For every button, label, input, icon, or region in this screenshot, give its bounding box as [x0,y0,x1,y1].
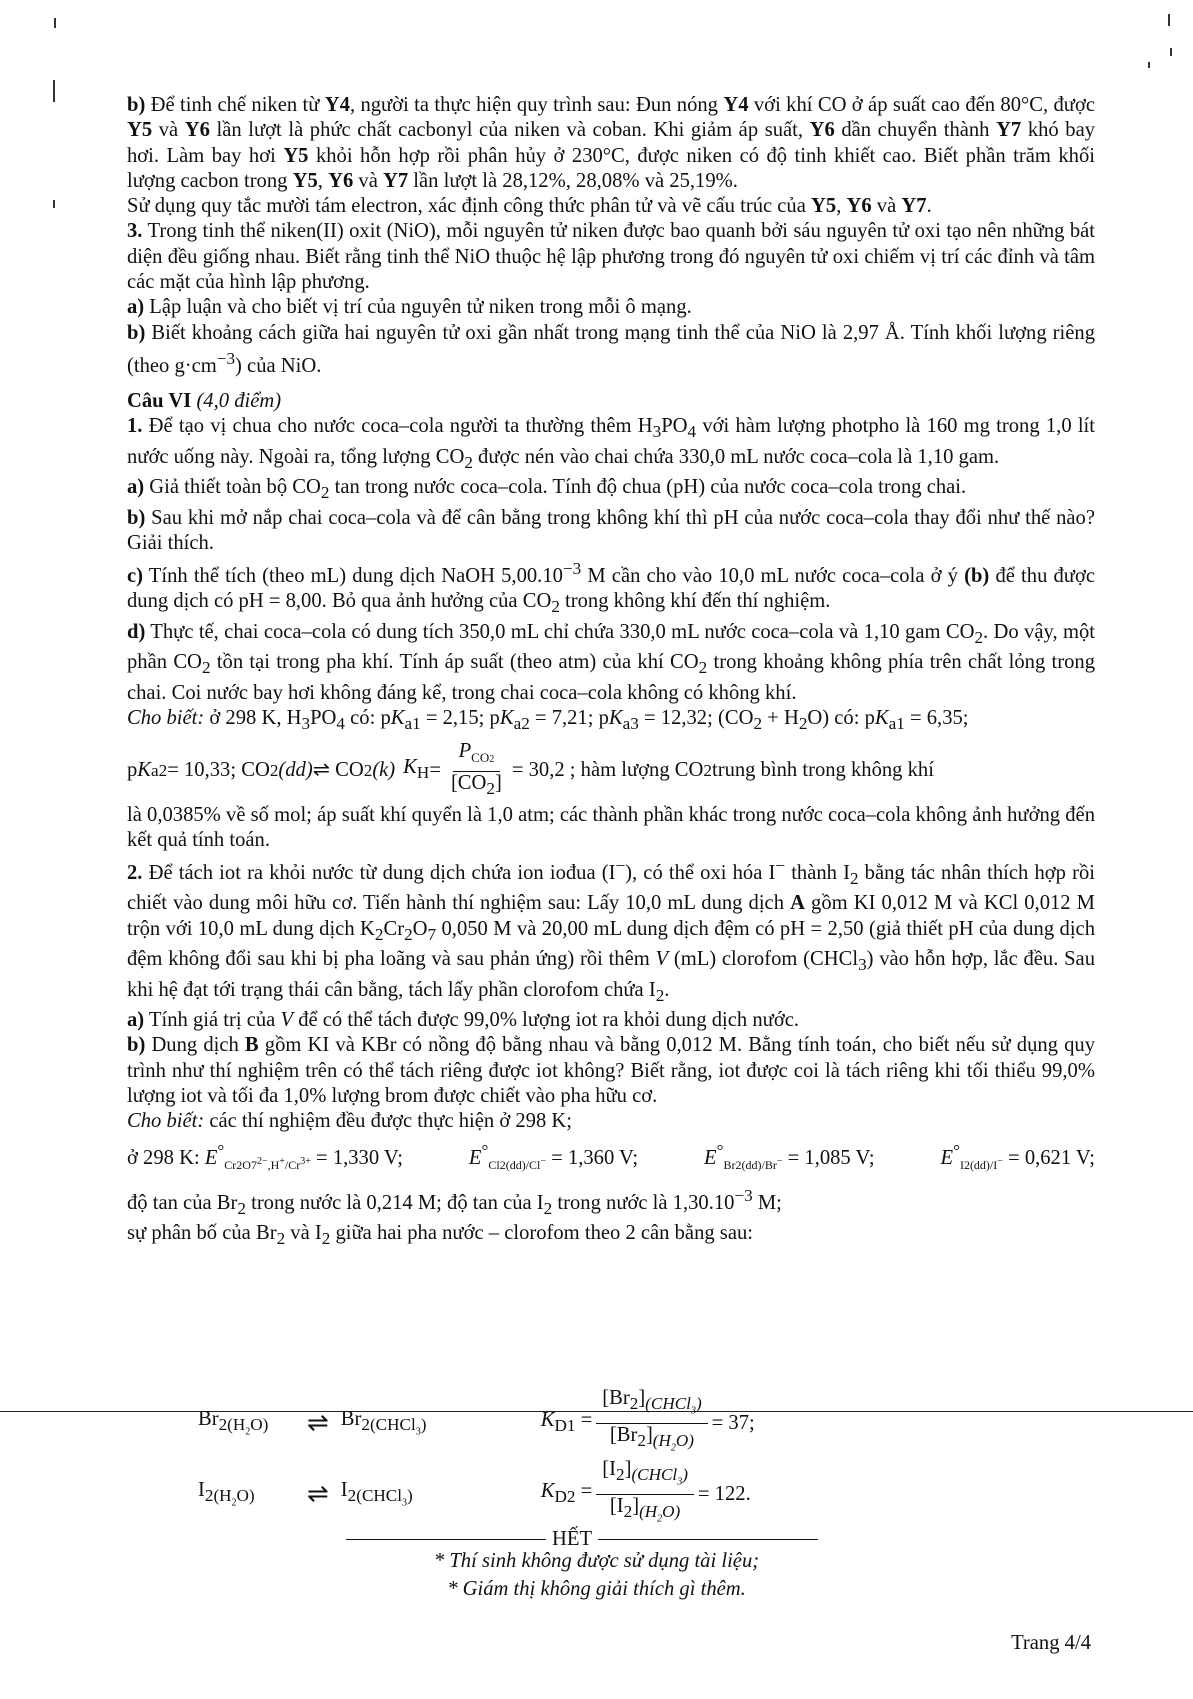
equilibrium-arrow: ⇌ [307,1479,327,1509]
paragraph-3b: b) Biết khoảng cách giữa hai nguyên tử oxi gần nhất trong mạng tinh thể của NiO là 2,97 Å. Tính khối lượng riêng (theo $g\cdot cm^{-3}$) của NiO. [127,321,1095,377]
page-number: Trang 4/4 [1011,1632,1091,1654]
kd2-fraction: $\frac{[I_2]_{(CHCl_3)}}{[I_2]_{(H_2O)}}$ [596,1458,694,1530]
paragraph-given-data-2: Cho biết: các thí nghiệm đều được thực hiện ở 298 K; [127,1110,573,1133]
paragraph-vi-2a: a) Tính giá trị của V để có thể tách được 99,0% lượng iot ra khỏi dung dịch nước. [127,1008,800,1031]
document-body [127,93,1095,1251]
paragraph-vi-2b: b) Dung dịch B gồm KI và KBr có nồng độ bằng nhau và bằng 0,012 M. Bằng tính toán, cho biết nếu sử dụng quy trình như thí nghiệm trên có thể tách riêng được iot không? Biết rằng, iot được coi là tách riêng khi tối thiểu 99,0% lượng iot và tối đa 1,0% lượng brom được chiết vào pha hữu cơ. [127,1034,1095,1107]
henry-fraction: $\frac{P_{CO2}}{[CO_2]}$ [450,740,502,799]
paragraph-vi-1b: b) Sau khi mở nắp chai coca–cola và để cân bằng trong không khí thì pH của nước coca–cola thay đổi như thế nào? Giải thích. [127,506,1095,554]
scan-speck [53,80,55,102]
end-marker: HẾT [340,1528,824,1551]
note-2: * Giám thị không giải thích gì thêm. [447,1578,746,1600]
scan-speck [53,200,55,208]
scan-speck [1170,48,1172,56]
scan-speck [1148,62,1150,68]
paragraph-co2-air: là 0,0385% về số mol; áp suất khí quyển là 1,0 atm; các thành phần khác trong nước coca–cola không ảnh hưởng đến kết quả tính toán. [127,803,1095,851]
henry-equation-line: p K a2 = 10,33; CO 2 (dd) ⇌ CO 2 (k) $K_H$ = $\frac{P_{CO2}}{[CO_2]}$ = 30,2 ; hàm lượng CO 2 trung bình trong không khí [127,740,934,799]
section-heading-cau-vi: Câu VI (4,0 điểm) [127,390,282,413]
paragraph-vi-2: 2. Để tách iot ra khỏi nước từ dung dịch chứa ion iođua (I−), có thể oxi hóa I− thành $I_2$ bằng tác nhân thích hợp rồi chiết vào dung môi hữu cơ. Tiến hành thí nghiệm sau: Lấy 10,0 mL dung dịch A gồm KI 0,012 M và KCl 0,012 M trộn với 10,0 mL dung dịch $K_2Cr_2O_7$ 0,050 M và 20,00 mL dung dịch đệm có pH = 2,50 (giả thiết pH của dung dịch đệm không đổi sau khi bị pha loãng và sau phản ứng) rồi thêm V (mL) clorofom (CHCl$_3$) vào hỗn hợp, lắc đều. Sau khi hệ đạt tới trạng thái cân bằng, tách lấy phần clorofom chứa $I_2$. [127,856,1095,1005]
paragraph-vi-1d: d) Thực tế, chai coca–cola có dung tích 350,0 mL chỉ chứa 330,0 mL nước coca–cola và 1,10 gam $CO_2$. Do vậy, một phần $CO_2$ tồn tại trong pha khí. Tính áp suất (theo atm) của khí $CO_2$ trong khoảng không phía trên chất lỏng trong chai. Coi nước bay hơi không đáng kể, trong chai coca–cola không có không khí. [127,620,1096,704]
paragraph-given-data: Cho biết: ở 298 K, $H_3PO_4$ có: $pK_{a1} = 2,15$; $pK_{a2} = 7,21$; $pK_{a3} = 12,32$; $(CO_2 + H_2O)$ có: $pK_{a1} = 6,35$; [127,706,969,734]
standard-potentials-line: ở 298 K: $E^\circ_{Cr2O7^{2-},H^+/Cr^{3+}} = 1,330$ V; $E^\circ_{Cl2(dd)/Cl^-} = 1,360$ V; $E^\circ_{Br2(dd)/Br^-} = 1,085$ V; $E^\circ_{I2(dd)/I^-} = 0,621$ V; [127,1141,1095,1173]
paragraph-distribution: sự phân bố của $Br_2$ và $I_2$ giữa hai pha nước – clorofom theo 2 cân bằng sau: [127,1221,753,1249]
scan-speck [1168,14,1170,26]
kd1-fraction: $\frac{[Br_2]_{(CHCl_3)}}{[Br_2]_{(H_2O)}}$ [596,1387,707,1459]
paragraph-3-nio: 3. Trong tinh thể niken(II) oxit (NiO), mỗi nguyên tử niken được bao quanh bởi sáu nguyên tử oxi tạo nên những bát diện đều giống nhau. Biết rằng tinh thể NiO thuộc hệ lập phương trong đó nguyên tử oxi chiếm vị trí các đỉnh và tâm các mặt của hình lập phương. [127,220,1095,294]
paragraph-3a: a) Lập luận và cho biết vị trí của nguyên tử niken trong mỗi ô mạng. [127,296,692,319]
equilibrium-i2: $I_{2(H_2O)}$ ⇌ $I_{2(CHCl_3)}$ $K_{D2}$ = $\frac{[I_2]_{(CHCl_3)}}{[I_2]_{(H_2O)}}$ = 122. [198,1458,751,1530]
equilibrium-arrow: ⇌ [307,1408,327,1438]
paragraph-2b: b) Để tinh chế niken từ Y4, người ta thực hiện quy trình sau: Đun nóng Y4 với khí CO ở áp suất cao đến 80°C, được Y5 và Y6 lần lượt là phức chất cacbonyl của niken và coban. Khi giảm áp suất, Y6 dần chuyển thành Y7 khó bay hơi. Làm bay hơi Y5 khỏi hỗn hợp rồi phân hủy ở 230°C, được niken có độ tinh khiết cao. Biết phần trăm khối lượng cacbon trong Y5, Y6 và Y7 lần lượt là 28,12%, 28,08% và 25,19%. [127,94,1096,192]
note-1: * Thí sinh không được sử dụng tài liệu; [433,1550,760,1572]
paragraph-vi-1a: a) Giả thiết toàn bộ $CO_2$ tan trong nước coca–cola. Tính độ chua (pH) của nước coca–cola trong chai. [127,476,967,503]
paragraph-vi-1: 1. Để tạo vị chua cho nước coca–cola người ta thường thêm $H_3PO_4$ với hàm lượng photpho là 160 mg trong 1,0 lít nước uống này. Ngoài ra, tổng lượng $CO_2$ được nén vào chai chứa 330,0 mL nước coca–cola là 1,10 gam. [127,415,1095,472]
paragraph-vi-1c: c) Tính thể tích (theo mL) dung dịch NaOH $5,00.10^{-3}$ M cần cho vào 10,0 mL nước coca–cola ở ý (b) để thu được dung dịch có pH = 8,00. Bỏ qua ảnh hưởng của $CO_2$ trong không khí đến thí nghiệm. [127,559,1096,617]
scan-speck [54,18,56,28]
equilibrium-br2: $Br_{2(H_2O)}$ ⇌ $Br_{2(CHCl_3)}$ $K_{D1}$ = $\frac{[Br_2]_{(CHCl_3)}}{[Br_2]_{(H_2O)}}$ = 37; [198,1387,755,1459]
paragraph-solubility: độ tan của $Br_2$ trong nước là 0,214 M; độ tan của $I_2$ trong nước là $1,30.10^{-3}$ M; [127,1185,782,1218]
paragraph-18-electron: Sử dụng quy tắc mười tám electron, xác định công thức phân tử và vẽ cấu trúc của Y5, Y6 và Y7. [127,195,932,218]
